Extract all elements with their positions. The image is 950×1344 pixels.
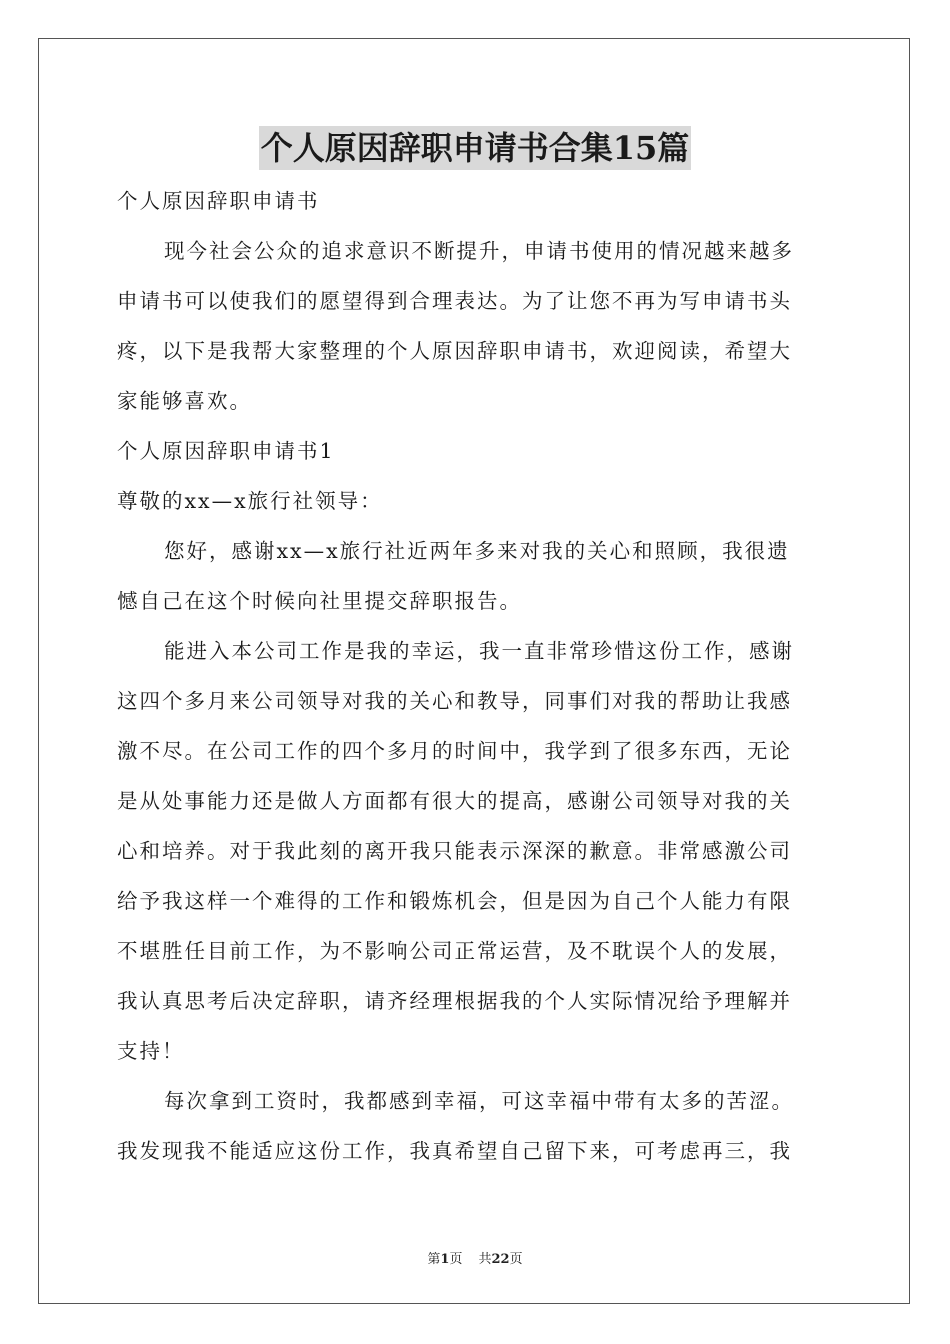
paragraph-line: 给予我这样一个难得的工作和锻炼机会，但是因为自己个人能力有限 [117, 889, 792, 913]
page-current: 1 [440, 1252, 450, 1267]
paragraph-line: 这四个多月来公司领导对我的关心和教导，同事们对我的帮助让我感 [117, 689, 792, 713]
paragraph-line: 我发现我不能适应这份工作，我真希望自己留下来，可考虑再三，我 [117, 1139, 792, 1163]
total-prefix: 共 [478, 1252, 492, 1267]
paragraph-line: 您好，感谢xx—x旅行社近两年多来对我的关心和照顾，我很遗 [164, 539, 790, 563]
document-body [117, 176, 835, 1176]
paragraph-line: 我认真思考后决定辞职，请齐经理根据我的个人实际情况给予理解并 [117, 989, 792, 1013]
page-footer [0, 1248, 950, 1267]
paragraph-line: 不堪胜任目前工作，为不影响公司正常运营，及不耽误个人的发展， [117, 939, 792, 963]
paragraph-line: 疼，以下是我帮大家整理的个人原因辞职申请书，欢迎阅读，希望大 [117, 339, 792, 363]
salutation: 尊敬的xx—x旅行社领导： [117, 489, 383, 513]
paragraph-line: 能进入本公司工作是我的幸运，我一直非常珍惜这份工作，感谢 [164, 639, 794, 663]
paragraph-line: 激不尽。在公司工作的四个多月的时间中，我学到了很多东西，无论 [117, 739, 792, 763]
paragraph-line: 憾自己在这个时候向社里提交辞职报告。 [117, 589, 522, 613]
paragraph-line: 每次拿到工资时，我都感到幸福，可这幸福中带有太多的苦涩。 [164, 1089, 794, 1113]
paragraph-line: 申请书可以使我们的愿望得到合理表达。为了让您不再为写申请书头 [117, 289, 792, 313]
page-prefix: 第 [427, 1252, 441, 1267]
title-area [0, 126, 950, 170]
paragraph-line: 心和培养。对于我此刻的离开我只能表示深深的歉意。非常感激公司 [117, 839, 792, 863]
document-title: 个人原因辞职申请书合集15篇 [259, 126, 692, 170]
page-total: 22 [491, 1252, 510, 1267]
section-heading: 个人原因辞职申请书1 [117, 439, 335, 463]
paragraph-line: 支持！ [117, 1039, 185, 1063]
section-heading: 个人原因辞职申请书 [117, 189, 320, 213]
paragraph-line: 现今社会公众的追求意识不断提升，申请书使用的情况越来越多 [164, 239, 794, 263]
total-suffix: 页 [509, 1252, 523, 1267]
paragraph-line: 是从处事能力还是做人方面都有很大的提高，感谢公司领导对我的关 [117, 789, 792, 813]
page-suffix: 页 [449, 1252, 463, 1267]
paragraph-line: 家能够喜欢。 [117, 389, 252, 413]
